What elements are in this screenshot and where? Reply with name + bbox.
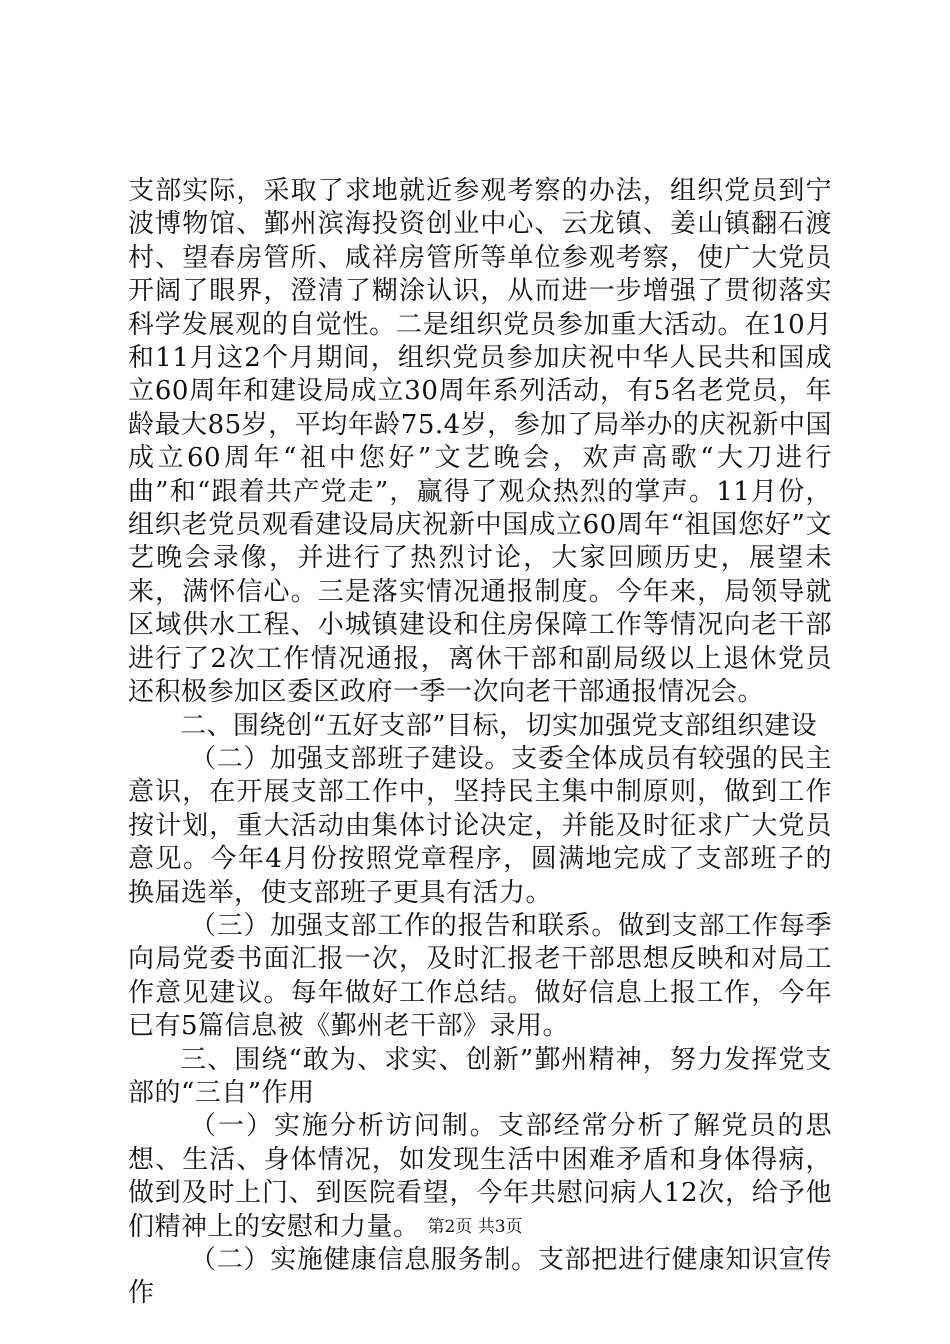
section-heading-3: 三、围绕“敢为、求实、创新”鄞州精神，努力发挥党支部的“三自”作用 — [128, 1044, 832, 1108]
paragraph-visit-system: （一）实施分析访问制。支部经常分析了解党员的思想、生活、身体情况，如发现生活中困难矛盾和身体得病，做到及时上门、到医院看望，今年共慰问病人12次，给予他们精神上的安慰和力量。 — [128, 1111, 832, 1242]
paragraph-health-service: （二）实施健康信息服务制。支部把进行健康知识宣传作 — [128, 1245, 832, 1309]
section-heading-2: 二、围绕创“五好支部”目标，切实加强党支部组织建设 — [180, 710, 818, 741]
paragraph-branch-team: （二）加强支部班子建设。支委全体成员有较强的民主意识，在开展支部工作中，坚持民主集中制原则，做到工作按计划，重大活动由集体讨论决定，并能及时征求广大党员意见。今年4月份按照党章程序，圆满地完成了支部班子的换届选举，使支部班子更具有活力。 — [128, 743, 832, 908]
document-body — [128, 175, 832, 1311]
paragraph-continuation: 支部实际，采取了求地就近参观考察的办法，组织党员到宁波博物馆、鄞州滨海投资创业中心、云龙镇、姜山镇翻石渡村、望春房管所、咸祥房管所等单位参观考察，使广大党员开阔了眼界，澄清了糊涂认识，从而进一步增强了贯彻落实科学发展观的自觉性。二是组织党员参加重大活动。在10月和11月这2个月期间，组织党员参加庆祝中华人民共和国成立60周年和建设局成立30周年系列活动，有5名老党员，年龄最大85岁，平均年龄75.4岁，参加了局举办的庆祝新中国成立60周年“祖中您好”文艺晚会，欢声高歌“大刀进行曲”和“跟着共产党走”，赢得了观众热烈的掌声。11月份，组织老党员观看建设局庆祝新中国成立60周年“祖国您好”文艺晚会录像，并进行了热烈讨论，大家回顾历史，展望未来，满怀信心。三是落实情况通报制度。今年来，局领导就区域供水工程、小城镇建设和住房保障工作等情况向老干部进行了2次工作情况通报，离休干部和副局级以上退休党员还积极参加区委区政府一季一次向老干部通报情况会。 — [128, 176, 832, 708]
paragraph-branch-report: （三）加强支部工作的报告和联系。做到支部工作每季向局党委书面汇报一次，及时汇报老干部思想反映和对局工作意见建议。每年做好工作总结。做好信息上报工作，今年已有5篇信息被《鄞州老干部》录用。 — [128, 910, 832, 1042]
page-number: 第2页 共3页 — [427, 1217, 523, 1237]
